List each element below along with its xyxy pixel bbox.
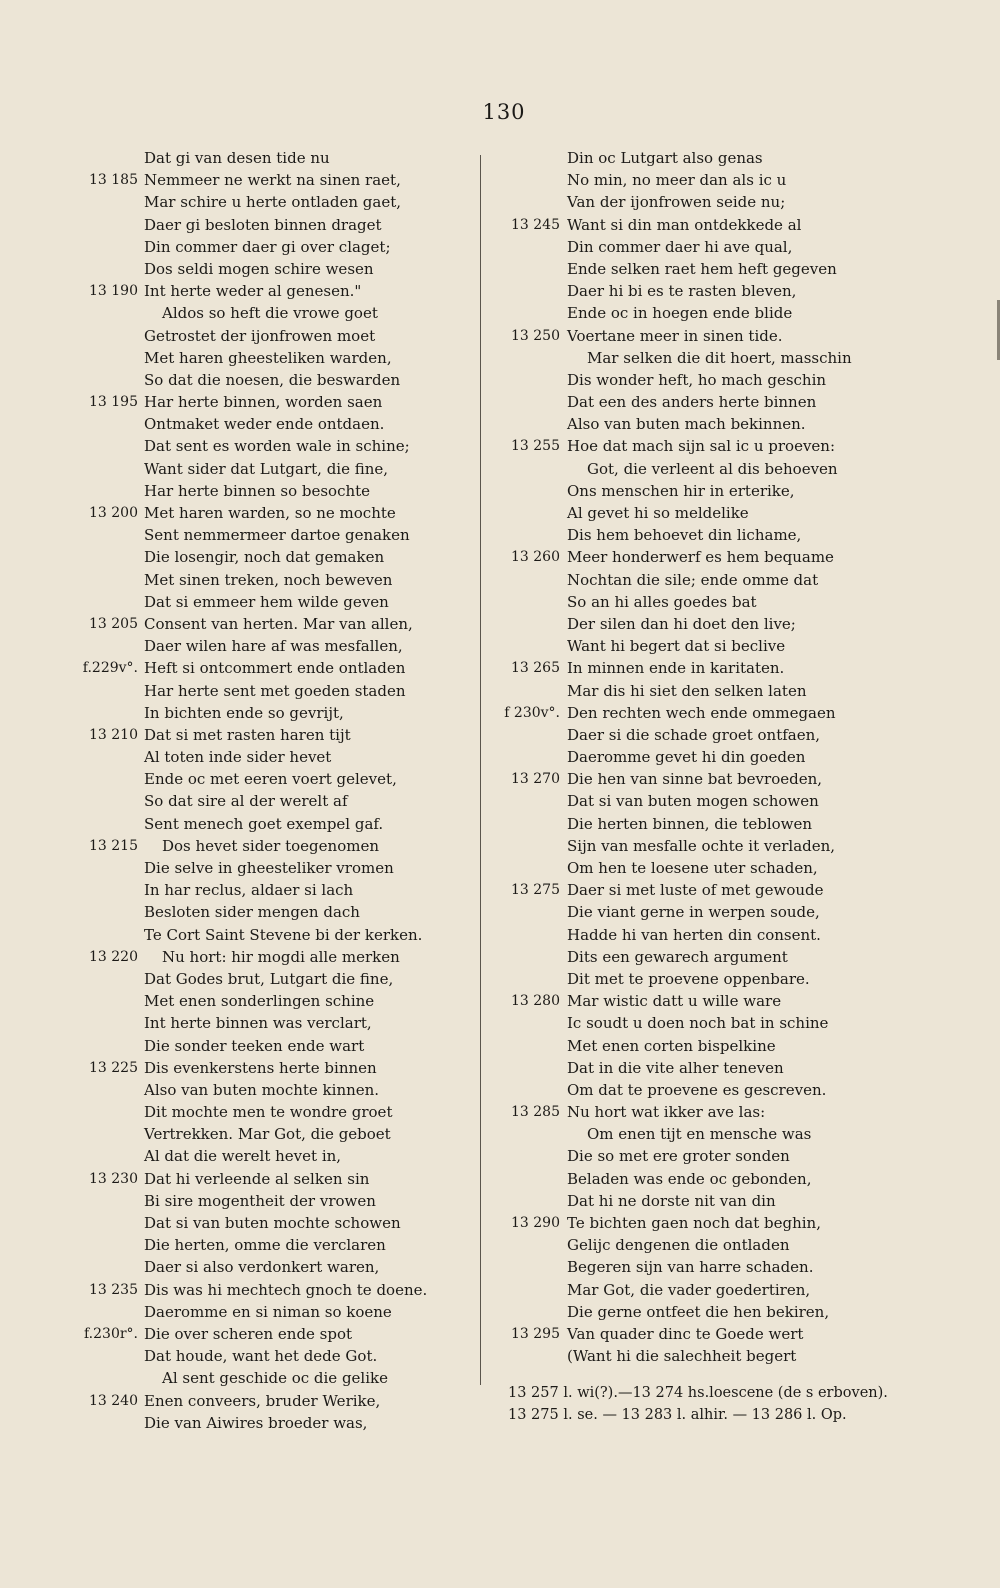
verse-text: Die herten binnen, die teblowen [567,814,813,833]
verse-line [490,369,890,391]
verse-text: So an hi alles goedes bat [567,592,757,611]
verse-line [62,1079,454,1101]
line-number: 13 285 [511,1104,560,1121]
line-number: 13 245 [511,216,560,233]
verse-text: Also van buten mochte kinnen. [144,1080,380,1099]
line-number: 13 255 [511,438,560,455]
verse-line [62,946,454,968]
verse-line [62,835,454,857]
verse-line [62,280,454,302]
verse-text: Ende selken raet hem heft gegeven [567,259,837,278]
line-number: 13 240 [89,1392,138,1409]
verse-line [62,191,454,213]
verse-text: Mar selken die dit hoert, masschin [587,348,852,367]
verse-text: Te bichten gaen noch dat beghin, [567,1214,821,1232]
verse-line [490,1212,890,1234]
verse-text: Met haren warden, so ne mochte [144,504,396,522]
verse-text: Sijn van mesfalle ochte it verladen, [567,836,836,855]
verse-line [62,214,454,236]
verse-line [490,1168,890,1190]
verse-text: Heft si ontcommert ende ontladen [144,659,406,678]
verse-line [62,1190,454,1212]
line-number: f.229v°. [82,660,138,677]
verse-line [62,1168,454,1190]
verse-line [490,990,890,1012]
verse-line [490,347,890,369]
verse-text: Dat houde, want het dede Got. [144,1347,378,1366]
verse-line [490,1101,890,1123]
verse-line [490,214,890,236]
verse-line [62,347,454,369]
verse-line [490,1301,890,1323]
verse-line [62,1279,454,1301]
verse-line [62,169,454,191]
line-number: 13 190 [89,283,138,300]
verse-line [62,502,454,524]
verse-line [490,635,890,657]
verse-text: Har herte binnen, worden saen [144,393,383,412]
verse-text: Begeren sijn van harre schaden. [567,1258,814,1277]
verse-text: Want sider dat Lutgart, die fine, [144,459,389,478]
verse-line [490,480,890,502]
verse-text: Ende oc met eeren voert gelevet, [144,770,397,789]
verse-text: Dat sent es worden wale in schine; [144,437,410,456]
verse-line [62,413,454,435]
verse-text: Al toten inde sider hevet [144,748,332,767]
verse-text: Ende oc in hoegen ende blide [567,304,793,323]
verse-text: Dat hi verleende al selken sin [144,1169,370,1188]
verse-text: Int herte weder al genesen." [144,282,362,301]
verse-text: Met enen corten bispelkine [567,1036,776,1055]
verse-text: Al dat die werelt hevet in, [144,1147,342,1166]
verse-text: Ons menschen hir in erterike, [567,481,795,500]
verse-text: Beladen was ende oc gebonden, [567,1169,812,1188]
verse-text: Der silen dan hi doet den live; [567,614,796,633]
verse-line [62,968,454,990]
verse-text: Din commer daer hi ave qual, [567,237,793,256]
column-divider [480,155,481,1385]
verse-line [490,191,890,213]
verse-text: Den rechten wech ende ommegaen [567,703,836,722]
verse-text: Die hen van sinne bat bevroeden, [567,770,823,789]
verse-line [62,1367,454,1389]
verse-line [490,946,890,968]
verse-line [490,591,890,613]
verse-text: In har reclus, aldaer si lach [144,881,354,900]
verse-line [62,1412,454,1434]
verse-text: Die over scheren ende spot [144,1324,353,1343]
verse-line [490,813,890,835]
verse-line [62,1012,454,1034]
verse-line [490,1057,890,1079]
page-number: 130 [482,100,526,124]
verse-text: Vertrekken. Mar Got, die geboet [144,1125,391,1144]
verse-text: Mar Got, die vader goedertiren, [567,1280,811,1299]
line-number: 13 295 [511,1325,560,1342]
line-number: 13 275 [511,882,560,899]
verse-line [490,835,890,857]
verse-text: Mar schire u herte ontladen gaet, [144,193,402,212]
verse-line [62,236,454,258]
verse-text: Daer wilen hare af was mesfallen, [144,637,403,656]
verse-text: Nu hort wat ikker ave las: [567,1103,766,1122]
verse-line [490,502,890,524]
verse-line [490,147,890,169]
verse-text: Daer si die schade groet ontfaen, [567,725,821,744]
verse-line [62,613,454,635]
verse-line [490,569,890,591]
verse-line [62,1123,454,1145]
verse-text: Met haren gheesteliken warden, [144,348,392,367]
verse-text: Al gevet hi so meldelike [567,504,749,522]
verse-text: Die herten, omme die verclaren [144,1236,386,1255]
verse-line [62,1256,454,1278]
verse-text: Die sonder teeken ende wart [144,1036,365,1055]
verse-line [490,613,890,635]
verse-text: Sent menech goet exempel gaf. [144,814,384,833]
verse-line [62,1101,454,1123]
verse-line [490,302,890,324]
verse-line [62,258,454,280]
verse-text: Die gerne ontfeet die hen bekiren, [567,1302,830,1321]
verse-line [62,790,454,812]
verse-line [62,1057,454,1079]
verse-line [490,901,890,923]
verse-text: Die so met ere groter sonden [567,1147,790,1166]
verse-line [490,1145,890,1167]
verse-line [62,1345,454,1367]
verse-text: Daer si also verdonkert waren, [144,1258,380,1277]
verse-text: Har herte binnen so besochte [144,481,371,500]
verse-line [490,657,890,679]
verse-text: Die viant gerne in werpen soude, [567,903,820,922]
verse-text: Dat hi ne dorste nit van din [567,1191,776,1210]
verse-text: In bichten ende so gevrijt, [144,703,344,722]
verse-line [490,702,890,724]
line-number: 13 280 [511,993,560,1010]
verse-line [62,435,454,457]
verse-line [490,258,890,280]
verse-text: Want si din man ontdekkede al [567,215,802,234]
line-number: 13 260 [511,549,560,566]
verse-text: Hadde hi van herten din consent. [567,925,821,944]
verse-line [62,680,454,702]
verse-text: Daer si met luste of met gewoude [567,881,824,900]
verse-text: Daer gi besloten binnen draget [144,215,382,234]
verse-text: Got, die verleent al dis behoeven [587,459,838,478]
verse-line [490,1256,890,1278]
line-number: 13 215 [89,837,138,854]
verse-text: Van der ijonfrowen seide nu; [567,193,786,212]
verse-line [490,768,890,790]
verse-text: Consent van herten. Mar van allen, [144,614,413,633]
verse-text: Dat gi van desen tide nu [144,149,330,167]
verse-line [62,524,454,546]
verse-text: Hoe dat mach sijn sal ic u proeven: [567,437,836,456]
verse-line [490,1035,890,1057]
verse-line [490,879,890,901]
verse-line [490,1123,890,1145]
verse-text: Dit met te proevene oppenbare. [567,969,810,988]
verse-line [490,680,890,702]
verse-line [62,768,454,790]
verse-line [62,1301,454,1323]
verse-text: Om dat te proevene es gescreven. [567,1080,827,1099]
verse-line [62,480,454,502]
verse-line [490,458,890,480]
right-column [490,147,890,1367]
line-number: f 230v°. [504,704,560,721]
verse-text: Aldos so heft die vrowe goet [162,304,378,323]
verse-line [62,657,454,679]
verse-line [62,746,454,768]
verse-line [490,968,890,990]
verse-line [62,857,454,879]
line-number: 13 205 [89,615,138,632]
line-number: 13 200 [89,505,138,521]
verse-text: Dis was hi mechtech gnoch te doene. [144,1280,428,1299]
line-number: 13 195 [89,394,138,411]
line-number: 13 230 [89,1170,138,1187]
verse-text: Om hen te loesene uter schaden, [567,859,818,877]
verse-text: Nu hort: hir mogdi alle merken [162,947,400,966]
verse-text: Dat si emmeer hem wilde geven [144,592,389,611]
verse-line [62,879,454,901]
verse-line [490,280,890,302]
verse-line [490,391,890,413]
verse-text: Dat si met rasten haren tijt [144,725,351,744]
verse-text: Enen conveers, bruder Werike, [144,1391,381,1410]
verse-text: Nemmeer ne werkt na sinen raet, [144,171,401,190]
verse-line [490,1279,890,1301]
verse-text: Dos hevet sider toegenomen [162,836,379,855]
verse-line [62,569,454,591]
verse-line [62,635,454,657]
verse-line [490,524,890,546]
verse-line [490,857,890,879]
verse-line [62,901,454,923]
verse-text: Dit mochte men te wondre groet [144,1103,393,1122]
verse-text: Dis hem behoevet din lichame, [567,526,802,545]
verse-line [62,591,454,613]
line-number: f.230r°. [84,1325,138,1342]
verse-text: Dat in die vite alher teneven [567,1058,784,1077]
verse-text: Bi sire mogentheit der vrowen [144,1191,376,1210]
verse-text: Sent nemmermeer dartoe genaken [144,526,410,545]
verse-line [490,169,890,191]
verse-text: Dat een des anders herte binnen [567,393,817,412]
verse-text: Dat si van buten mochte schowen [144,1214,401,1232]
line-number: 13 290 [511,1215,560,1231]
verse-text: Din commer daer gi over claget; [144,237,391,256]
verse-text: Want hi begert dat si beclive [567,637,786,656]
verse-line [62,702,454,724]
verse-text: Om enen tijt en mensche was [587,1125,812,1144]
line-number: 13 210 [89,726,138,743]
verse-line [62,302,454,324]
verse-text: Besloten sider mengen dach [144,903,360,922]
footnotes [508,1382,928,1426]
line-number: 13 265 [511,660,560,677]
verse-text: Die van Aiwires broeder was, [144,1413,368,1432]
verse-line [490,924,890,946]
verse-text: Daeromme en si niman so koene [144,1302,392,1321]
verse-line [62,724,454,746]
verse-line [62,1145,454,1167]
verse-line [62,1035,454,1057]
verse-text: Har herte sent met goeden staden [144,681,406,700]
verse-text: Die selve in gheesteliker vromen [144,859,394,877]
verse-line [62,813,454,835]
verse-text: Dat Godes brut, Lutgart die fine, [144,969,394,988]
verse-text: (Want hi die salechheit begert [567,1347,797,1366]
verse-text: Dos seldi mogen schire wesen [144,259,374,278]
verse-line [62,1234,454,1256]
verse-line [62,325,454,347]
verse-line [490,1345,890,1367]
footnote-line: 13 257 l. wi(?).—13 274 hs.loescene (de s erboven). [508,1385,888,1401]
verse-text: Te Cort Saint Stevene bi der kerken. [144,925,423,944]
verse-text: Ontmaket weder ende ontdaen. [144,415,385,434]
verse-line [490,325,890,347]
verse-text: Dis wonder heft, ho mach geschin [567,370,827,389]
line-number: 13 270 [511,771,560,788]
verse-line [490,236,890,258]
verse-line [490,1012,890,1034]
line-number: 13 235 [89,1281,138,1298]
verse-text: Met sinen treken, noch beweven [144,570,393,589]
verse-line [490,724,890,746]
verse-text: Van quader dinc te Goede wert [567,1324,804,1343]
verse-line [62,1212,454,1234]
verse-line [62,458,454,480]
verse-text: Daer hi bi es te rasten bleven, [567,282,797,301]
verse-text: In minnen ende in karitaten. [567,659,785,678]
verse-text: Mar wistic datt u wille ware [567,992,782,1011]
verse-text: Nochtan die sile; ende omme dat [567,570,819,589]
verse-text: No min, no meer dan als ic u [567,171,787,190]
verse-line [490,1190,890,1212]
verse-line [490,790,890,812]
verse-line [490,435,890,457]
verse-line [490,746,890,768]
verse-text: Daeromme gevet hi din goeden [567,748,806,767]
verse-line [62,924,454,946]
verse-text: Meer honderwerf es hem bequame [567,548,834,567]
verse-line [490,1234,890,1256]
verse-text: Al sent geschide oc die gelike [162,1369,388,1388]
line-number: 13 250 [511,327,560,344]
verse-text: Dat si van buten mogen schowen [567,792,819,811]
verse-line [62,990,454,1012]
verse-text: Din oc Lutgart also genas [567,149,763,167]
verse-line [62,1323,454,1345]
verse-text: Mar dis hi siet den selken laten [567,681,807,700]
left-column [62,147,454,1434]
line-number: 13 225 [89,1059,138,1076]
verse-text: So dat die noesen, die beswarden [144,370,401,389]
verse-text: Dis evenkerstens herte binnen [144,1058,377,1077]
verse-line [62,369,454,391]
verse-line [62,147,454,169]
verse-line [490,413,890,435]
verse-text: Dits een gewarech argument [567,947,788,966]
line-number: 13 185 [89,172,138,189]
verse-text: Voertane meer in sinen tide. [567,326,783,345]
verse-text: Also van buten mach bekinnen. [567,415,806,434]
verse-text: Int herte binnen was verclart, [144,1014,372,1033]
verse-text: So dat sire al der werelt af [144,792,348,811]
verse-line [490,1323,890,1345]
verse-text: Ic soudt u doen noch bat in schine [567,1014,829,1033]
verse-line [62,391,454,413]
line-number: 13 220 [89,948,138,965]
verse-line [490,546,890,568]
verse-text: Met enen sonderlingen schine [144,992,375,1011]
verse-text: Gelijc dengenen die ontladen [567,1236,790,1255]
verse-line [62,1390,454,1412]
verse-text: Die losengir, noch dat gemaken [144,548,385,567]
verse-line [490,1079,890,1101]
footnote-line: 13 275 l. se. — 13 283 l. alhir. — 13 286 l. Op. [508,1407,847,1423]
verse-text: Getrostet der ijonfrowen moet [144,326,376,345]
verse-line [62,546,454,568]
